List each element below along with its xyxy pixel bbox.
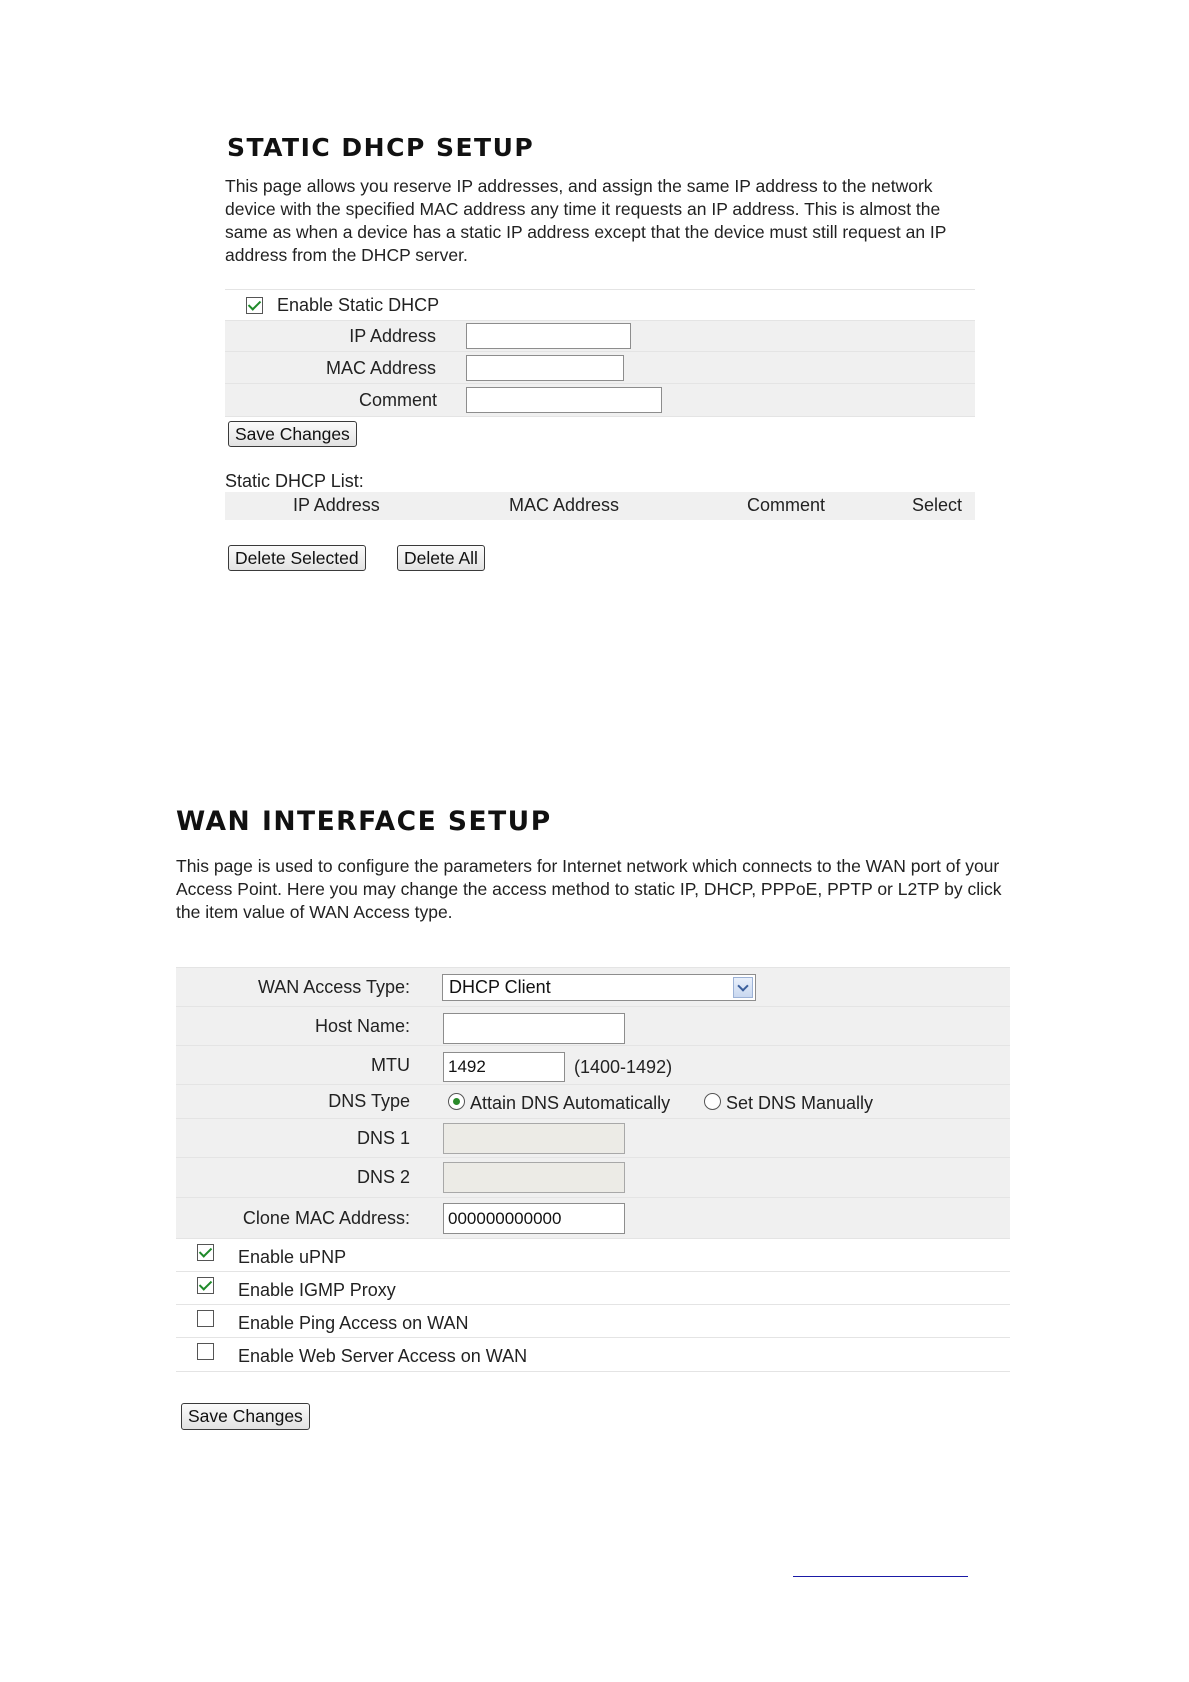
wan-access-type-label: WAN Access Type: [257, 977, 410, 997]
enable-static-dhcp-row [225, 289, 975, 321]
delete-all-button[interactable]: Delete All [397, 545, 485, 571]
clone-mac-row [176, 1197, 1010, 1239]
ip-address-input[interactable] [466, 323, 631, 349]
wan-form [176, 967, 1010, 1375]
dns2-input[interactable] [443, 1162, 625, 1193]
list-col-comment: Comment [747, 495, 826, 515]
dns-auto-label: Attain DNS Automatically [470, 1093, 671, 1113]
static-dhcp-save-button[interactable]: Save Changes [228, 421, 357, 447]
wan-access-type-value: DHCP Client [449, 977, 551, 997]
enable-igmp-proxy-label: Enable IGMP Proxy [238, 1280, 396, 1300]
enable-static-dhcp-label: Enable Static DHCP [277, 295, 440, 315]
option-row-igmp [176, 1271, 1010, 1305]
enable-igmp-proxy-checkbox[interactable] [197, 1277, 214, 1294]
footer-link-underline [793, 1576, 968, 1577]
wan-title: WAN INTERFACE SETUP [176, 806, 552, 837]
option-row-upnp [176, 1238, 1010, 1272]
dns2-label: DNS 2 [356, 1167, 410, 1187]
dns-type-label: DNS Type [328, 1091, 410, 1111]
static-dhcp-list-header [225, 492, 975, 520]
list-col-mac-address: MAC Address [509, 495, 620, 515]
delete-selected-button[interactable]: Delete Selected [228, 545, 366, 571]
mtu-label: MTU [371, 1055, 410, 1075]
mtu-input[interactable] [443, 1052, 565, 1082]
dns-manual-radio[interactable] [704, 1093, 721, 1110]
host-name-label: Host Name: [314, 1016, 410, 1036]
static-dhcp-description: This page allows you reserve IP addresses, and assign the same IP address to the network device with the specified MAC address any time it requests an IP address. This is almost the same as when a device has a static IP address except that the device must still request an IP address from the DHCP server. [225, 176, 947, 265]
host-name-row [176, 1006, 1010, 1046]
enable-ping-access-label: Enable Ping Access on WAN [238, 1313, 469, 1333]
static-dhcp-title: STATIC DHCP SETUP [227, 133, 535, 162]
list-col-select: Select [912, 495, 963, 515]
mtu-row [176, 1045, 1010, 1085]
ip-address-row [225, 320, 975, 352]
enable-upnp-checkbox[interactable] [197, 1244, 214, 1261]
chevron-down-icon[interactable] [733, 977, 753, 998]
dns1-row [176, 1118, 1010, 1158]
wan-access-type-select[interactable] [442, 974, 756, 1001]
option-row-ping [176, 1304, 1010, 1338]
comment-input[interactable] [466, 387, 662, 413]
ip-address-label: IP Address [349, 326, 436, 346]
wan-description: This page is used to configure the parameters for Internet network which connects to the WAN port of your Access Point. Here you may change the access method to static IP, DHCP, PPPoE, PPTP or L2TP by click the item value of WAN Access type. [176, 856, 1002, 922]
static-dhcp-list-title: Static DHCP List: [225, 471, 364, 491]
clone-mac-input[interactable] [443, 1203, 625, 1234]
mac-address-input[interactable] [466, 355, 624, 381]
comment-label: Comment [358, 390, 437, 410]
enable-upnp-label: Enable uPNP [238, 1247, 347, 1267]
enable-web-server-access-checkbox[interactable] [197, 1343, 214, 1360]
option-row-web-server [176, 1337, 1010, 1372]
mac-address-label: MAC Address [325, 358, 436, 378]
dns-auto-radio[interactable] [448, 1093, 465, 1110]
dns1-label: DNS 1 [356, 1128, 410, 1148]
wan-access-type-row [176, 967, 1010, 1007]
wan-save-button[interactable]: Save Changes [181, 1403, 310, 1430]
enable-static-dhcp-checkbox[interactable] [246, 297, 263, 314]
enable-ping-access-checkbox[interactable] [197, 1310, 214, 1327]
static-dhcp-form [225, 289, 975, 417]
mtu-range: (1400-1492) [574, 1057, 673, 1077]
dns1-input[interactable] [443, 1123, 625, 1154]
list-col-ip-address: IP Address [293, 495, 380, 515]
dns-manual-label: Set DNS Manually [726, 1093, 874, 1113]
dns-type-row [176, 1084, 1010, 1119]
host-name-input[interactable] [443, 1013, 625, 1044]
comment-row [225, 383, 975, 417]
dns2-row [176, 1157, 1010, 1198]
clone-mac-label: Clone MAC Address: [242, 1208, 410, 1228]
enable-web-server-access-label: Enable Web Server Access on WAN [238, 1346, 528, 1366]
mac-address-row [225, 351, 975, 384]
